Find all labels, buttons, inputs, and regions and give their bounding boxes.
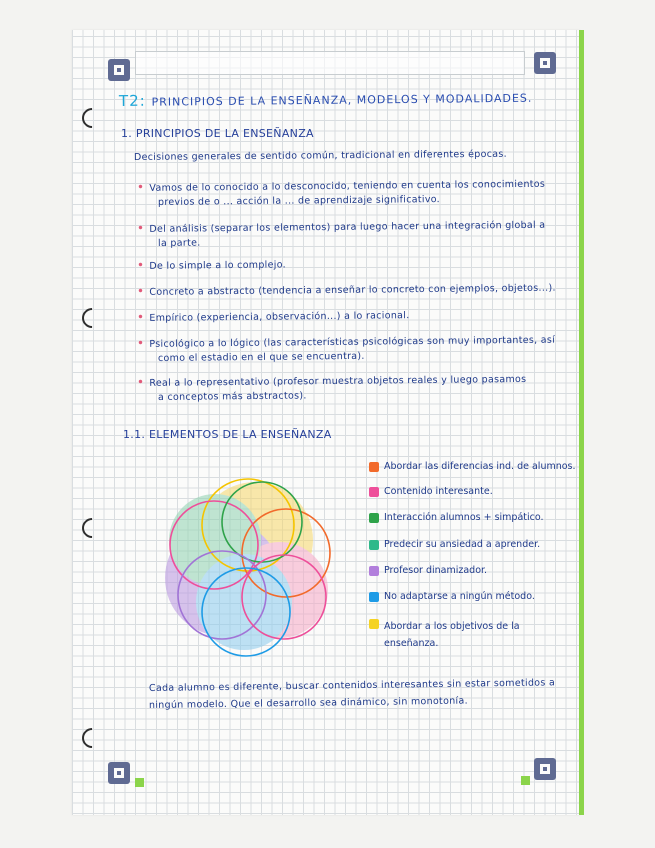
bullet-item-line: previos de o ... acción la ... de aprendizaje significativo.: [157, 194, 441, 208]
section-heading: 1.1. ELEMENTOS DE LA ENSEÑANZA: [123, 428, 332, 441]
bullet-item-line: • De lo simple a lo complejo.: [137, 256, 286, 272]
legend-swatch: [369, 540, 379, 550]
legend-swatch: [369, 462, 379, 472]
intro-text: Decisiones generales de sentido común, tradicional en diferentes épocas.: [133, 148, 507, 163]
legend-swatch: [369, 487, 379, 497]
legend-label: Predecir su ansiedad a aprender.: [384, 539, 541, 550]
legend-label: Profesor dinamizador.: [384, 565, 488, 576]
legend-swatch: [369, 513, 379, 523]
bullet-item-line: como el estadio en el que se encuentra).: [157, 350, 365, 364]
legend-label: Abordar a los objetivos de la enseñanza.: [384, 621, 520, 649]
closing-line-1: Cada alumno es diferente, buscar contenidos interesantes sin estar sometidos a: [148, 677, 556, 694]
bullet-item-line: la parte.: [157, 237, 201, 249]
bullet-item-line: • Psicológico a lo lógico (las características psicológicas son muy importantes, así: [137, 332, 555, 350]
bullet-item-line: • Concreto a abstracto (tendencia a enseñar lo concreto con ejemplos, objetos...).: [137, 280, 556, 298]
section-heading: 1. PRINCIPIOS DE LA ENSEÑANZA: [121, 127, 314, 140]
legend-swatch: [369, 566, 379, 576]
bullet-item-line: • Empírico (experiencia, observación...) a lo racional.: [137, 307, 410, 324]
legend-label: Interacción alumnos + simpático.: [384, 512, 544, 523]
bullet-item-line: • Del análisis (separar los elementos) para luego hacer una integración global a: [137, 217, 546, 235]
closing-line-2: ningún modelo. Que el desarrollo sea dinámico, sin monotonía.: [148, 695, 468, 711]
legend-swatch: [369, 619, 379, 629]
legend-label: Abordar las diferencias ind. de alumnos.: [384, 461, 576, 472]
bullet-item-line: • Real a lo representativo (profesor muestra objetos reales y luego pasamos: [137, 371, 526, 389]
title-text: PRINCIPIOS DE LA ENSEÑANZA, MODELOS Y MODALIDADES.: [151, 91, 533, 109]
legend-label: Contenido interesante.: [384, 486, 493, 497]
bullet-item-line: • Vamos de lo conocido a lo desconocido, teniendo en cuenta los conocimientos: [137, 176, 545, 194]
bullet-item-line: a conceptos más abstractos).: [157, 390, 307, 403]
legend-swatch: [369, 592, 379, 602]
legend-label: No adaptarse a ningún método.: [384, 591, 535, 602]
title-prefix: T2:: [118, 91, 146, 110]
